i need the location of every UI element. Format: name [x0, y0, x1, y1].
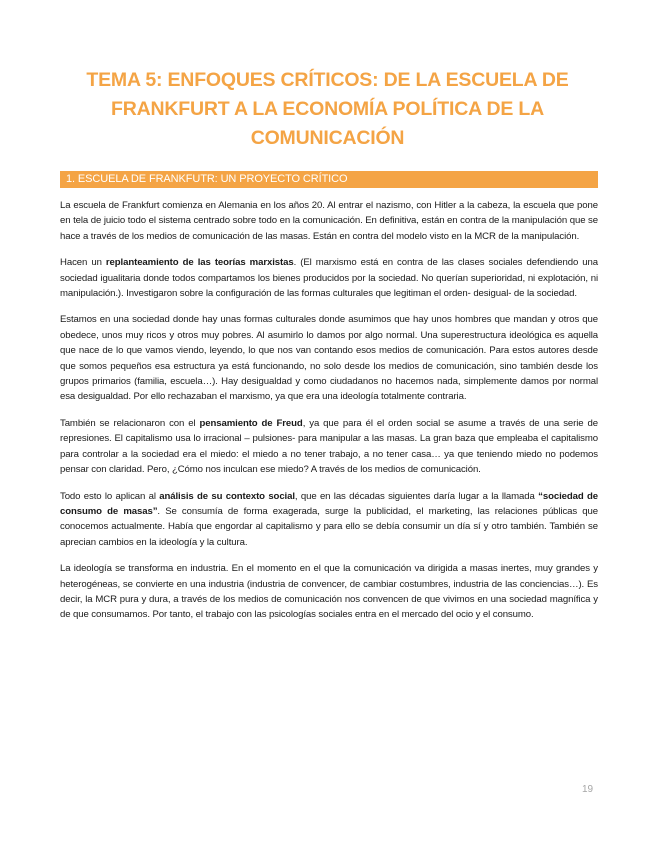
paragraph-text: Estamos en una sociedad donde hay unas formas culturales donde asumimos que hay unos hombres que mandan y otros que obedece, unos muy ricos y otros muy pobres. Al asumirlo lo damos por algo normal. Una superestructura ideológica es aquella que nace de lo que vamos viendo, leyendo, lo que nos van contando esos medios de comunicación. Para estos autores desde que somos pequeños esa estructura ya está funcionando, no solo desde los medios de comunicación, sino también desde los grupos primarios (familia, escuela…). Hay desigualdad y como ciudadanos no hacemos nada, simplemente damos por normal esa desigualdad. Por ello rechazaban el marxismo, ya que era una ideología totalmente contraria. — [60, 314, 598, 403]
paragraph-5 — [60, 489, 598, 551]
paragraph-1 — [60, 198, 598, 244]
paragraph-6 — [60, 561, 598, 623]
paragraph-2 — [60, 255, 598, 301]
paragraph-text: . (El marxismo está en contra de las clases sociales defendiendo una sociedad igualitaria donde todos compartamos los bienes producidos por la sociedad. No querían superioridad, ni explotación, ni manipulación.). Investigaron sobre la configuración de las formas culturales que legitiman el orden- desigual- de la sociedad. — [60, 257, 598, 300]
paragraph-4 — [60, 416, 598, 478]
paragraph-text: La escuela de Frankfurt comienza en Alemania en los años 20. Al entrar el nazismo, con Hitler a la cabeza, la escuela que pone en tela de juicio todo el sistema centrado sobre todo en la comunicación. En definitiva, están en contra de la manipulación que se hace a través de los medios de comunicación de las masas. Están en contra del modelo visto en la MCR de la manipulación. — [60, 200, 598, 242]
paragraph-text: , que en las décadas siguientes daría lugar a la llamada — [294, 490, 539, 502]
paragraph-text: Todo esto lo aplican al — [60, 490, 160, 502]
emphasis-text: replanteamiento de las teorías marxistas — [105, 257, 294, 269]
page-number: 19 — [582, 784, 594, 795]
paragraph-text: La ideología se transforma en industria. En el momento en el que la comunicación va dirigida a masas inertes, muy grandes y heterogéneas, se convierte en una industria (industria de convencer, de cambiar costumbres, industria de las conciencias…). Es decir, la MCR pura y dura, a través de los medios de comunicación nos convencen de que vivimos en una sociedad magnífica y de que consumamos. Por tanto, el trabajo con las psicologías sociales entra en el mercado del ocio y el consumo. — [60, 563, 598, 621]
paragraph-3 — [60, 312, 598, 404]
emphasis-text: pensamiento de Freud — [199, 417, 303, 429]
paragraph-text: . Se consumía de forma exagerada, surge la publicidad, el marketing, las relaciones públicas que conocemos actualmente. Había que engordar al capitalismo y para ello se debía consumir un día sí y otro también. También se aprecian cambios en la ideología y la cultura. — [60, 505, 599, 548]
section-heading: 1. ESCUELA DE FRANKFUTR: UN PROYECTO CRÍTICO — [66, 173, 348, 185]
page-title: TEMA 5: ENFOQUES CRÍTICOS: DE LA ESCUELA DE FRANKFURT A LA ECONOMÍA POLÍTICA DE LA COMUNICACIÓN — [86, 69, 569, 149]
paragraph-text: También se relacionaron con el — [60, 417, 200, 429]
body-text — [60, 198, 598, 634]
section-heading-bar — [60, 171, 598, 188]
paragraph-text: , ya que para él el orden social se asume a través de una serie de represiones. El capitalismo usa lo irracional – pulsiones- para manipular a las masas. La gran baza que empleaba el capitalismo para controlar a la sociedad era el miedo: el miedo a no tener trabajo, a no tener casa… ya que teniendo miedo no podemos pensar con claridad. Pero, ¿Cómo nos inculcan ese miedo? A través de los medios de comunicación. — [60, 417, 598, 476]
paragraph-text: Hacen un — [60, 257, 106, 269]
emphasis-text: análisis de su contexto social — [159, 490, 295, 502]
emphasis-text: “sociedad de consumo de masas” — [60, 490, 598, 517]
